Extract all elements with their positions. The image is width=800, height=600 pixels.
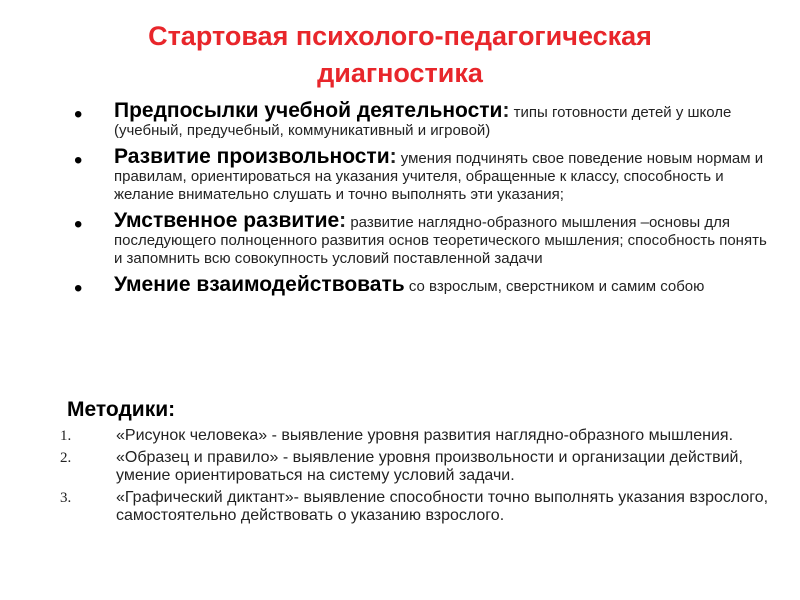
bullet-heading: Умение взаимодействовать: [114, 273, 405, 296]
slide-title: [0, 18, 800, 92]
method-text: «Образец и правило» - выявление уровня произвольности и организации действий, умение ориентироваться на систему условий задачи.: [116, 449, 743, 484]
bullet-item: [70, 146, 770, 204]
bullet-item: [70, 100, 770, 140]
bullet-heading: Предпосылки учебной деятельности: [114, 99, 503, 122]
bullet-text: со взрослым, сверстником и самим собою: [404, 278, 705, 295]
bullet-list: [70, 100, 770, 302]
bullet-separator: :: [502, 99, 510, 122]
bullet-separator: :: [389, 145, 397, 168]
method-item: [60, 449, 780, 485]
bullet-text: развитие наглядно-образного мышления –основы для последующего полноценного развития основ теоретического мышления; способность понять и запомнить всю совокупность условий поставленной задачи: [114, 214, 767, 267]
methods-heading: Методики:: [67, 398, 176, 421]
method-item: [60, 489, 780, 525]
method-number: 3.: [60, 490, 72, 506]
method-text: «Графический диктант»- выявление способности точно выполнять указания взрослого, самостоятельно действовать о указанию взрослого.: [116, 489, 769, 524]
bullet-dot-icon: •: [74, 147, 83, 174]
method-number: 2.: [60, 450, 72, 466]
bullet-item: [70, 273, 770, 302]
slide-title-line-2: диагностика: [317, 58, 483, 88]
bullet-heading: Умственное развитие: [114, 209, 340, 232]
slide-title-line-1: Стартовая психолого-педагогическая: [148, 21, 652, 51]
bullet-dot-icon: •: [74, 101, 83, 128]
bullet-heading: Развитие произвольности: [114, 145, 390, 168]
methods-list: [60, 427, 780, 529]
method-text: «Рисунок человека» - выявление уровня развития наглядно-образного мышления.: [116, 427, 734, 444]
bullet-item: [70, 210, 770, 268]
method-number: 1.: [60, 428, 72, 444]
bullet-dot-icon: •: [74, 211, 83, 238]
bullet-separator: :: [339, 209, 347, 232]
bullet-dot-icon: •: [74, 275, 83, 302]
bullet-text: умения подчинять свое поведение новым нормам и правилам, ориентироваться на указания учителя, обращенные к классу, способность и желание внимательно слушать и точно выполнять эти указания;: [114, 150, 764, 203]
method-item: [60, 427, 780, 445]
bullet-text: типы готовности детей у школе (учебный, предучебный, коммуникативный и игровой): [114, 104, 732, 139]
